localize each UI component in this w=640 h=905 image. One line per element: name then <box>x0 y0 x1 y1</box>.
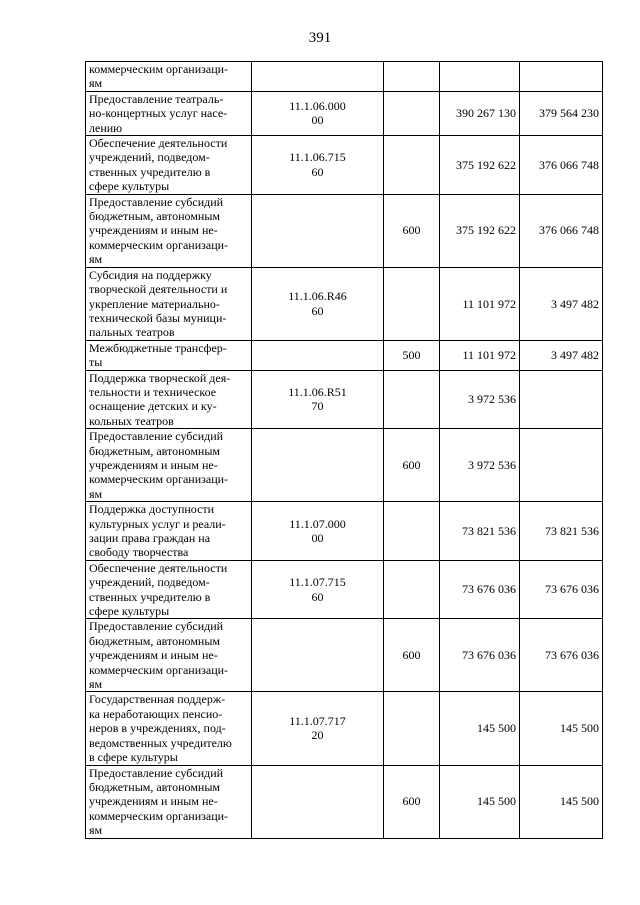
table-row <box>86 267 603 340</box>
table-row <box>86 619 603 692</box>
row-sum-year2-cell <box>520 340 603 370</box>
row-code-cell <box>252 560 384 619</box>
row-sum-year1-cell <box>440 194 520 267</box>
row-name-text: Обеспечение деятельности учреждений, подведом- ственных учредителю в сфере культуры <box>89 560 228 619</box>
row-sum-year2-cell <box>520 619 603 692</box>
table-row <box>86 136 603 195</box>
row-sum-year2-cell <box>520 692 603 765</box>
row-name-cell <box>86 560 252 619</box>
row-code-cell <box>252 62 384 92</box>
row-expense-type-cell <box>384 340 440 370</box>
row-code-cell <box>252 429 384 502</box>
row-sum-year1-text: 145 500 <box>477 721 516 736</box>
row-sum-year2-text: 379 564 230 <box>539 106 599 121</box>
row-expense-type-cell <box>384 619 440 692</box>
row-sum-year1-text: 73 676 036 <box>462 648 516 663</box>
row-sum-year1-cell <box>440 370 520 429</box>
row-name-cell <box>86 267 252 340</box>
row-code-text: 11.1.07.717 20 <box>289 714 346 743</box>
row-code-text: 11.1.07.715 60 <box>289 575 346 604</box>
row-name-cell <box>86 692 252 765</box>
row-name-text: Предоставление театраль- но-концертных услуг насе- лению <box>89 91 228 135</box>
row-name-cell <box>86 429 252 502</box>
row-expense-type-cell <box>384 429 440 502</box>
row-expense-type-text: 500 <box>402 347 421 362</box>
budget-table-body <box>86 62 603 839</box>
row-expense-type-cell <box>384 194 440 267</box>
row-sum-year2-cell <box>520 194 603 267</box>
row-sum-year1-cell <box>440 502 520 561</box>
row-name-text: Обеспечение деятельности учреждений, подведом- ственных учредителю в сфере культуры <box>89 136 228 194</box>
row-expense-type-cell <box>384 560 440 619</box>
table-row <box>86 429 603 502</box>
table-row <box>86 62 603 92</box>
row-sum-year1-cell <box>440 429 520 502</box>
row-expense-type-text: 600 <box>402 648 421 663</box>
row-name-cell <box>86 91 252 135</box>
row-code-text: 11.1.06.R51 70 <box>288 384 347 414</box>
row-sum-year2-text: 73 676 036 <box>545 582 599 597</box>
row-sum-year1-text: 145 500 <box>477 794 516 809</box>
row-code-cell <box>252 765 384 838</box>
row-sum-year2-text: 376 066 748 <box>539 223 599 238</box>
row-expense-type-text: 600 <box>402 223 421 238</box>
row-sum-year1-text: 390 267 130 <box>456 106 516 121</box>
table-row <box>86 765 603 838</box>
row-code-cell <box>252 692 384 765</box>
row-sum-year2-cell <box>520 62 603 92</box>
page-number: 391 <box>308 30 332 46</box>
row-name-text: коммерческим организаци- ям <box>89 62 229 91</box>
row-name-text: Субсидия на поддержку творческой деятельности и укрепление материально- технической базы муници- пальных театров <box>89 267 228 340</box>
row-sum-year2-text: 73 821 536 <box>545 523 599 538</box>
table-row <box>86 370 603 429</box>
budget-table <box>85 61 603 839</box>
table-row <box>86 91 603 135</box>
table-row <box>86 692 603 765</box>
row-code-cell <box>252 194 384 267</box>
row-sum-year2-cell <box>520 429 603 502</box>
row-expense-type-text: 600 <box>402 794 421 809</box>
row-sum-year1-cell <box>440 692 520 765</box>
row-name-cell <box>86 370 252 429</box>
row-sum-year2-text: 376 066 748 <box>539 157 599 172</box>
row-expense-type-cell <box>384 62 440 92</box>
row-code-cell <box>252 340 384 370</box>
row-name-text: Поддержка творческой дея- тельности и техническое оснащение детских и ку- кольных театров <box>89 370 231 428</box>
row-sum-year1-cell <box>440 560 520 619</box>
row-sum-year2-text: 145 500 <box>560 721 599 736</box>
row-sum-year2-cell <box>520 765 603 838</box>
row-code-cell <box>252 136 384 195</box>
row-sum-year1-cell <box>440 267 520 340</box>
row-sum-year1-text: 375 192 622 <box>456 157 516 172</box>
row-code-cell <box>252 370 384 429</box>
row-sum-year2-cell <box>520 502 603 561</box>
row-code-text: 11.1.06.715 60 <box>289 150 346 179</box>
row-sum-year1-text: 73 821 536 <box>462 523 516 538</box>
row-name-text: Поддержка доступности культурных услуг и реали- зации права граждан на свободу творчества <box>89 502 226 560</box>
row-name-text: Предоставление субсидий бюджетным, автономным учреждениям и иным не- коммерческим организаци- ям <box>89 619 229 692</box>
row-sum-year2-cell <box>520 91 603 135</box>
row-sum-year1-text: 11 101 972 <box>462 296 516 311</box>
row-sum-year2-text: 73 676 036 <box>545 648 599 663</box>
row-name-text: Предоставление субсидий бюджетным, автономным учреждениям и иным не- коммерческим организаци- ям <box>89 194 229 267</box>
row-code-cell <box>252 91 384 135</box>
row-name-cell <box>86 62 252 92</box>
row-name-text: Предоставление субсидий бюджетным, автономным учреждениям и иным не- коммерческим организаци- ям <box>89 429 229 501</box>
row-name-cell <box>86 136 252 195</box>
row-code-text: 11.1.06.R46 60 <box>288 289 347 318</box>
row-sum-year2-text: 145 500 <box>560 794 599 809</box>
row-sum-year2-cell <box>520 560 603 619</box>
row-sum-year1-cell <box>440 765 520 838</box>
row-name-cell <box>86 619 252 692</box>
row-code-cell <box>252 267 384 340</box>
row-sum-year1-cell <box>440 62 520 92</box>
row-sum-year2-cell <box>520 267 603 340</box>
row-expense-type-text: 600 <box>402 457 421 472</box>
row-code-text: 11.1.06.000 00 <box>289 99 346 128</box>
table-row <box>86 560 603 619</box>
row-sum-year1-text: 3 972 536 <box>468 392 516 407</box>
row-code-cell <box>252 619 384 692</box>
row-sum-year2-cell <box>520 370 603 429</box>
row-sum-year1-text: 3 972 536 <box>468 457 516 472</box>
row-sum-year1-text: 11 101 972 <box>462 347 516 362</box>
row-expense-type-cell <box>384 502 440 561</box>
row-expense-type-cell <box>384 267 440 340</box>
row-name-text: Межбюджетные трансфер- ты <box>89 340 227 370</box>
row-expense-type-cell <box>384 370 440 429</box>
row-name-text: Предоставление субсидий бюджетным, автономным учреждениям и иным не- коммерческим организаци- ям <box>89 765 229 838</box>
table-row <box>86 502 603 561</box>
row-expense-type-cell <box>384 692 440 765</box>
row-name-text: Государственная поддерж- ка неработающих пенсио- неров в учреждениях, под- ведомственных учредителю в сфере культуры <box>89 692 232 765</box>
row-name-cell <box>86 502 252 561</box>
row-sum-year1-cell <box>440 91 520 135</box>
table-row <box>86 340 603 370</box>
row-sum-year1-text: 73 676 036 <box>462 582 516 597</box>
row-sum-year1-cell <box>440 136 520 195</box>
row-expense-type-cell <box>384 765 440 838</box>
row-sum-year1-cell <box>440 619 520 692</box>
row-sum-year2-text: 3 497 482 <box>551 296 599 311</box>
row-expense-type-cell <box>384 136 440 195</box>
row-sum-year1-cell <box>440 340 520 370</box>
row-code-text: 11.1.07.000 00 <box>289 516 346 545</box>
row-name-cell <box>86 194 252 267</box>
row-sum-year2-text: 3 497 482 <box>551 347 599 362</box>
row-name-cell <box>86 340 252 370</box>
row-name-cell <box>86 765 252 838</box>
row-expense-type-cell <box>384 91 440 135</box>
row-code-cell <box>252 502 384 561</box>
table-row <box>86 194 603 267</box>
row-sum-year1-text: 375 192 622 <box>456 223 516 238</box>
row-sum-year2-cell <box>520 136 603 195</box>
